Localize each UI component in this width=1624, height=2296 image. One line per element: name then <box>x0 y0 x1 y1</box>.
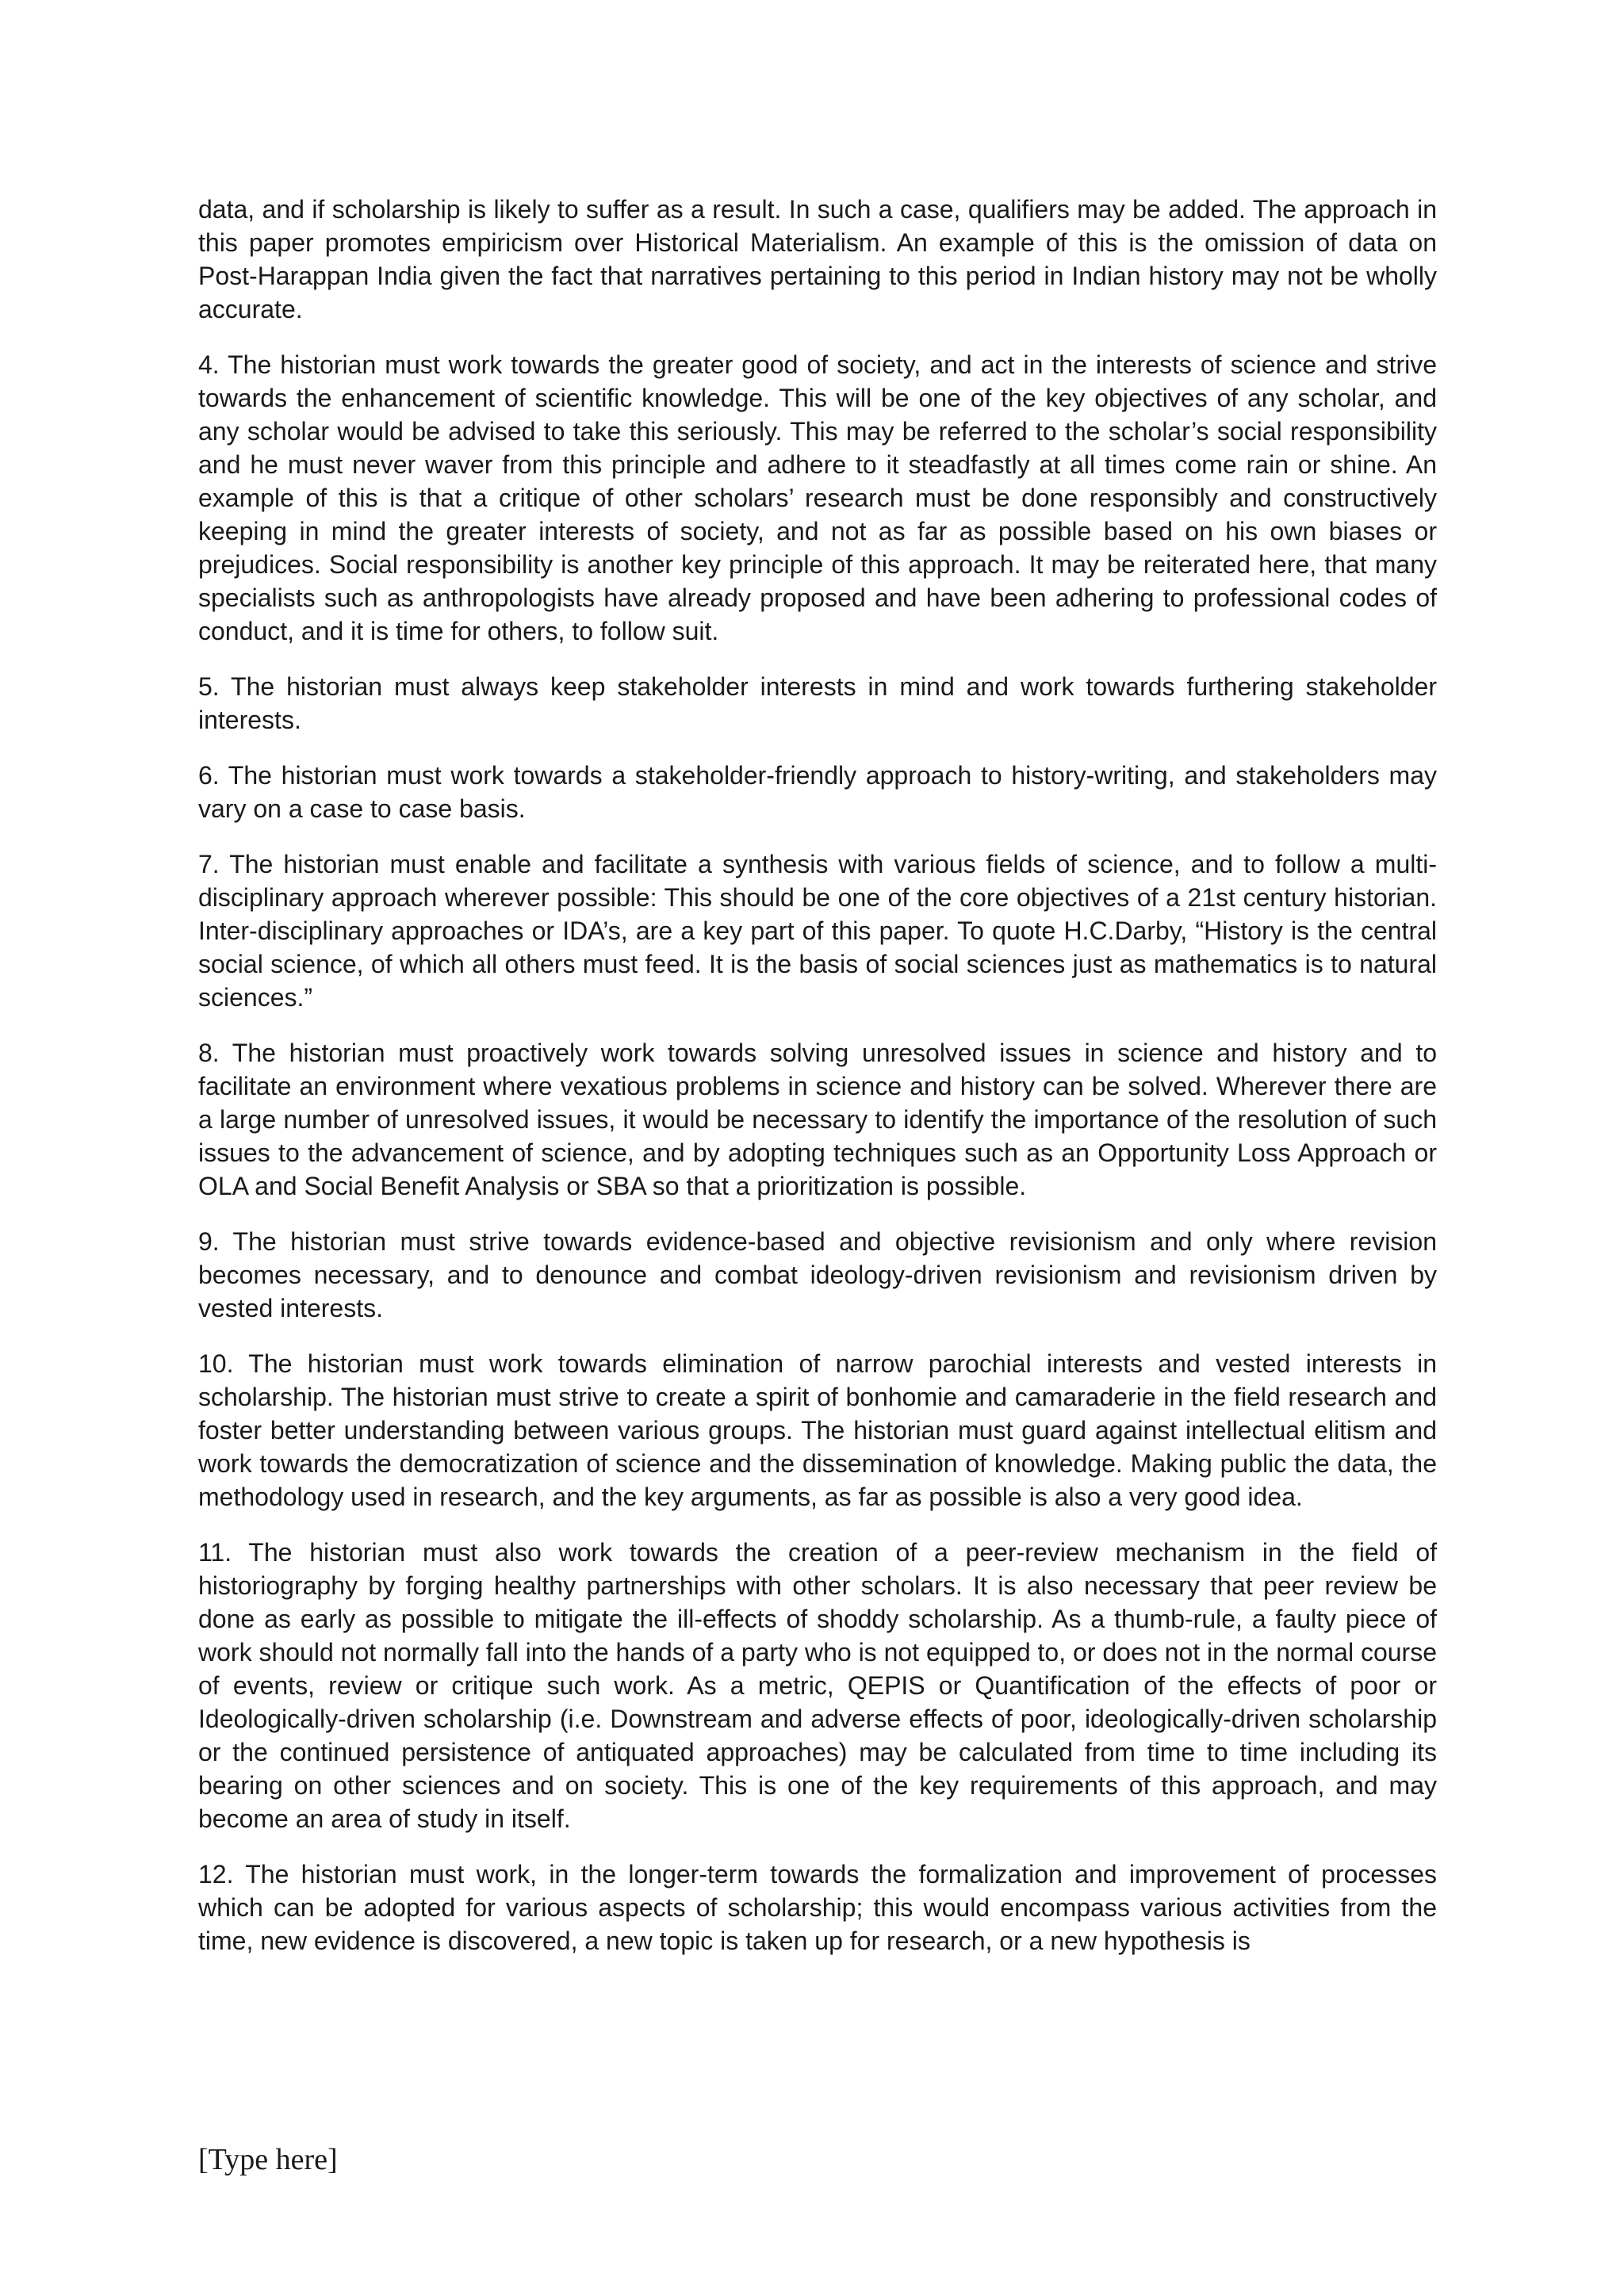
paragraph-point-4: 4. The historian must work towards the greater good of society, and act in the interests of science and strive towards the enhancement of scientific knowledge. This will be one of the key objectives of any scholar, and any scholar would be advised to take this seriously. This may be referred to the scholar’s social responsibility and he must never waver from this principle and adhere to it steadfastly at all times come rain or shine. An example of this is that a critique of other scholars’ research must be done responsibly and constructively keeping in mind the greater interests of society, and not as far as possible based on his own biases or prejudices. Social responsibility is another key principle of this approach. It may be reiterated here, that many specialists such as anthropologists have already proposed and have been adhering to professional codes of conduct, and it is time for others, to follow suit. <box>198 350 1437 645</box>
paragraph-point-6: 6. The historian must work towards a stakeholder-friendly approach to history-writing, and stakeholders may vary on a case to case basis. <box>198 761 1437 823</box>
paragraph-continued: data, and if scholarship is likely to suffer as a result. In such a case, qualifiers may be added. The approach in this paper promotes empiricism over Historical Materialism. An example of this is the omission of data on Post-Harappan India given the fact that narratives pertaining to this period in Indian history may not be wholly accurate. <box>198 195 1437 323</box>
paragraph-point-5: 5. The historian must always keep stakeholder interests in mind and work towards furthering stakeholder interests. <box>198 672 1437 734</box>
paragraph-point-7: 7. The historian must enable and facilitate a synthesis with various fields of science, and to follow a multi-disciplinary approach wherever possible: This should be one of the core objectives of a 21st century historian. Inter-disciplinary approaches or IDA’s, are a key part of this paper. To quote H.C.Darby, “History is the central social science, of which all others must feed. It is the basis of social sciences just as mathematics is to natural sciences.” <box>198 850 1437 1012</box>
paragraph-point-11: 11. The historian must also work towards the creation of a peer-review mechanism in the field of historiography by forging healthy partnerships with other scholars. It is also necessary that peer review be done as early as possible to mitigate the ill-effects of shoddy scholarship. As a thumb-rule, a faulty piece of work should not normally fall into the hands of a party who is not equipped to, or does not in the normal course of events, review or critique such work. As a metric, QEPIS or Quantification of the effects of poor or Ideologically-driven scholarship (i.e. Downstream and adverse effects of poor, ideologically-driven scholarship or the continued persistence of antiquated approaches) may be calculated from time to time including its bearing on other sciences and on society. This is one of the key requirements of this approach, and may become an area of study in itself. <box>198 1538 1437 1833</box>
paragraph-point-10: 10. The historian must work towards elimination of narrow parochial interests and vested interests in scholarship. The historian must strive to create a spirit of bonhomie and camaraderie in the field research and foster better understanding between various groups. The historian must guard against intellectual elitism and work towards the democratization of science and the dissemination of knowledge. Making public the data, the methodology used in research, and the key arguments, as far as possible is also a very good idea. <box>198 1349 1437 1511</box>
paragraph-point-8: 8. The historian must proactively work towards solving unresolved issues in science and history and to facilitate an environment where vexatious problems in science and history can be solved. Wherever there are a large number of unresolved issues, it would be necessary to identify the importance of the resolution of such issues to the advancement of science, and by adopting techniques such as an Opportunity Loss Approach or OLA and Social Benefit Analysis or SBA so that a prioritization is possible. <box>198 1039 1437 1200</box>
paragraph-point-9: 9. The historian must strive towards evidence-based and objective revisionism and only where revision becomes necessary, and to denounce and combat ideology-driven revisionism and revisionism driven by vested interests. <box>198 1227 1437 1322</box>
page-footer: [Type here] <box>198 2143 338 2176</box>
body-text <box>198 193 1437 1980</box>
paragraph-point-12: 12. The historian must work, in the longer-term towards the formalization and improvement of processes which can be adopted for various aspects of scholarship; this would encompass various activities from the time, new evidence is discovered, a new topic is taken up for research, or a new hypothesis is <box>198 1860 1437 1955</box>
